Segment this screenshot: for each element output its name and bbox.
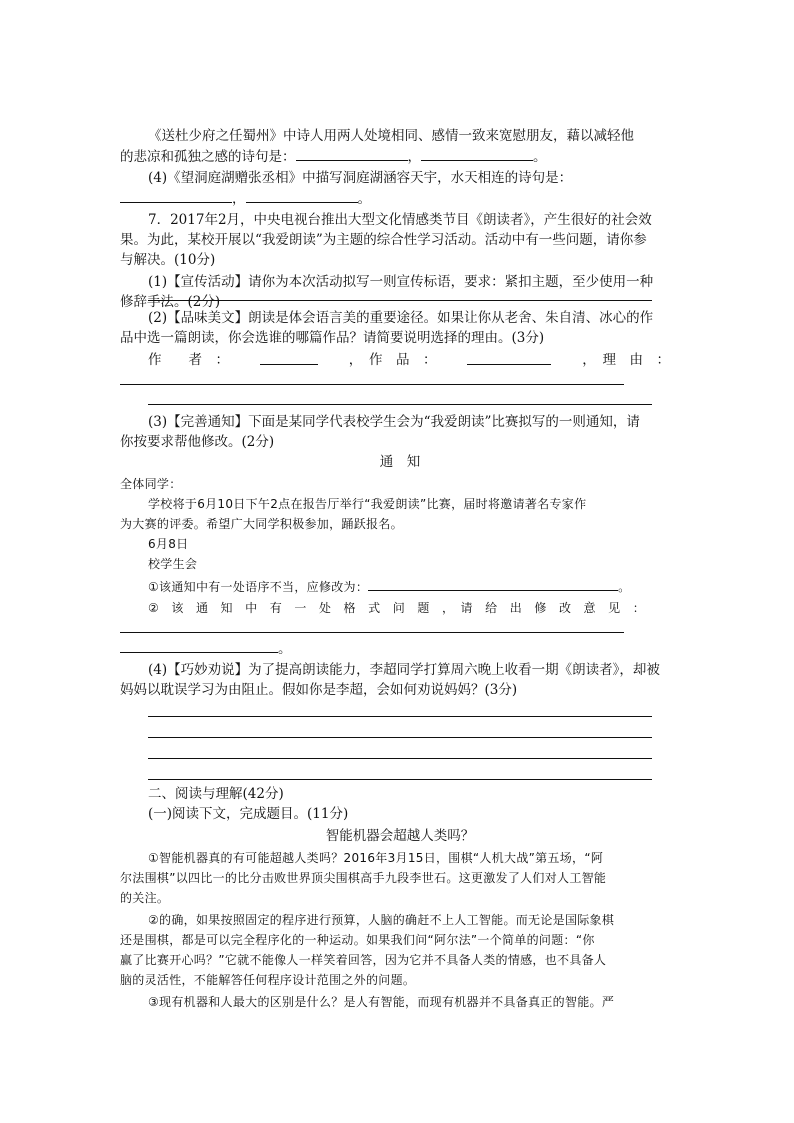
work-label: ， 作 品 ： — [348, 352, 437, 368]
q7-p1-a: (1)【宣传活动】请你为本次活动拟写一则宣传标语，要求：紧扣主题，至少使用一种 — [148, 274, 654, 290]
answer-line[interactable] — [148, 737, 652, 738]
answer-blank[interactable] — [368, 576, 618, 591]
q3-text-b: 的悲凉和孤独之感的诗句是： — [120, 149, 296, 165]
answer-blank[interactable] — [120, 188, 232, 203]
q7-p2-fields — [148, 350, 670, 370]
section2-heading: 二、阅读与理解(42分) — [148, 786, 284, 802]
answer-line[interactable] — [148, 716, 652, 717]
notice-salutation: 全体同学： — [120, 477, 182, 491]
answer-blank[interactable] — [296, 146, 408, 161]
answer-blank[interactable] — [246, 188, 358, 203]
q7-p1-b: 修辞手法。(2分) — [120, 294, 221, 310]
q3-line-1 — [148, 126, 680, 146]
period: 。 — [357, 191, 371, 207]
q4-text-a: (4)《望洞庭湖赠张丞相》中描写洞庭湖涵容天宇，水天相连的诗句是： — [148, 170, 573, 186]
para2-b: 还是围棋，都是可以完全程序化的一种运动。如果我们问“阿尔法”一个简单的问题：“你 — [120, 933, 595, 947]
q7-intro-b: 果。为此，某校开展以“我爱朗读”为主题的综合性学习活动。活动中有一些问题，请你参 — [120, 232, 647, 248]
answer-line[interactable] — [148, 758, 652, 759]
q7-p2-a: (2)【品味美文】朗读是体会语言美的重要途径。如果让你从老舍、朱自清、冰心的作 — [148, 310, 654, 326]
para2-d: 脑的灵活性，不能解答任何程序设计范围之外的问题。 — [120, 973, 416, 987]
q7-p3-b: 你按要求帮他修改。(2分) — [120, 434, 275, 450]
separator: ， — [232, 191, 246, 207]
q4-line-2 — [120, 188, 680, 209]
answer-line[interactable] — [120, 384, 624, 385]
para1-c: 的关注。 — [120, 891, 170, 905]
q3-line-2 — [120, 146, 680, 167]
notice-signer: 校学生会 — [148, 557, 198, 571]
para2-c: 赢了比赛开心吗？”它就不能像人一样笑着回答，因为它并不具备人类的情感，也不具备人 — [120, 953, 607, 967]
article-title: 智能机器会超越人类吗？ — [325, 828, 475, 844]
sub1-text: ①该通知中有一处语序不当，应修改为： — [148, 580, 369, 594]
notice-body-a: 学校将于6月10日下午2点在报告厅举行“我爱朗读”比赛，届时将邀请著名专家作 — [148, 497, 587, 511]
q7-sub1 — [148, 576, 680, 597]
q7-p4-a: (4)【巧妙劝说】为了提高朗读能力，李超同学打算周六晚上收看一期《朗读者》，却被 — [148, 662, 660, 678]
q7-intro-c: 与解决。(10分) — [120, 252, 216, 268]
notice-date: 6月8日 — [148, 537, 189, 551]
work-blank[interactable] — [467, 350, 551, 365]
q7-p2-b: 品中选一篇朗读，你会选谁的哪篇作品？请简要说明选择的理由。(3分) — [120, 330, 545, 346]
para3-a: ③现有机器和人最大的区别是什么？是人有智能，而现有机器并不具备真正的智能。严 — [148, 995, 615, 1009]
answer-line[interactable] — [120, 632, 624, 633]
answer-line[interactable] — [148, 779, 652, 780]
reason-label: ， 理 由 ： — [582, 352, 670, 368]
answer-blank[interactable] — [120, 638, 278, 653]
notice-body-b: 为大赛的评委。希望广大同学积极参加，踊跃报名。 — [120, 517, 403, 531]
separator: ， — [407, 149, 421, 165]
q7-p3-a: (3)【完善通知】下面是某同学代表校学生会为“我爱朗读”比赛拟写的一则通知，请 — [148, 414, 640, 430]
para2-a: ②的确，如果按照固定的程序进行预算，人脑的确赶不上人工智能。而无论是国际象棋 — [148, 913, 615, 927]
answer-line[interactable] — [148, 404, 652, 405]
author-blank[interactable] — [260, 350, 318, 365]
period: 。 — [618, 580, 631, 594]
answer-line[interactable] — [148, 300, 652, 301]
q7-sub2: ② 该 通 知 中 有 一 处 格 式 问 题 ， 请 给 出 修 改 意 见 ： — [148, 601, 646, 615]
q4-line-1 — [148, 168, 680, 188]
para1-a: ①智能机器真的有可能超越人类吗？2016年3月15日，围棋“人机大战”第五场，“阿 — [148, 851, 604, 865]
period: 。 — [533, 149, 547, 165]
section2-part1: (一)阅读下文，完成题目。(11分) — [148, 806, 349, 822]
answer-blank[interactable] — [421, 146, 533, 161]
q7-intro-a: 7．2017年2月，中央电视台推出大型文化情感类节目《朗读者》，产生很好的社会效 — [148, 212, 652, 228]
notice-title: 通 知 — [379, 454, 421, 470]
para1-b: 尔法围棋”以四比一的比分击败世界顶尖围棋高手九段李世石。这更激发了人们对人工智能 — [120, 871, 607, 885]
q7-p4-b: 妈妈以耽误学习为由阻止。假如你是李超，会如何劝说妈妈？(3分) — [120, 682, 518, 698]
q3-text-a: 《送杜少府之任蜀州》中诗人用两人处境相同、感情一致来宽慰朋友，藉以减轻他 — [148, 128, 634, 144]
author-label: 作 者 ： — [148, 352, 229, 368]
period: 。 — [278, 641, 292, 657]
q7-sub2-line — [120, 638, 680, 659]
